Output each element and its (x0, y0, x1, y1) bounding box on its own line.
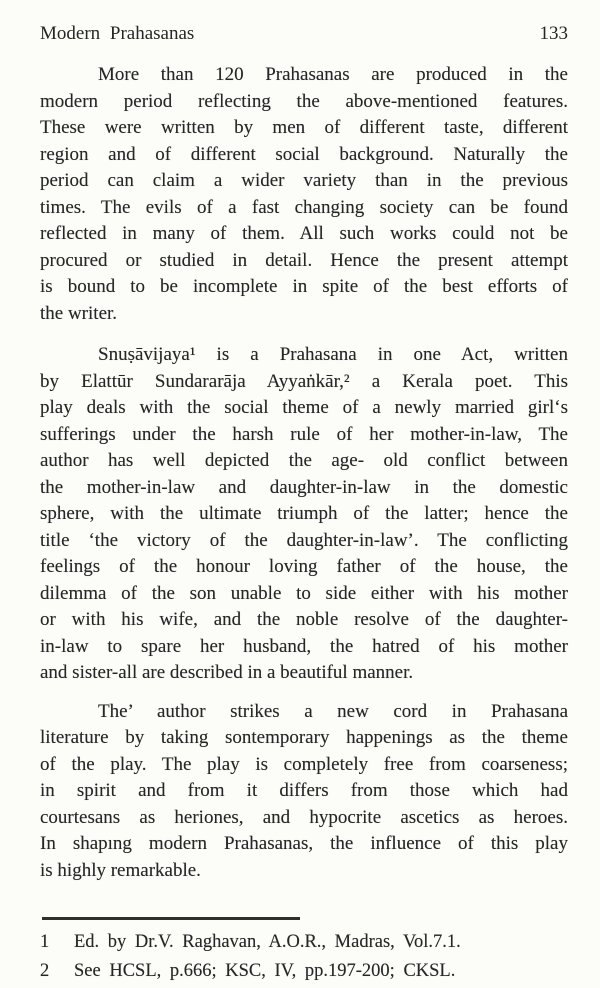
footnote-text: See HCSL, p.666; KSC, IV, pp.197-200; CKSL. (74, 961, 456, 981)
running-title: Modern Prahasanas (40, 23, 195, 44)
paragraph-2 (40, 342, 568, 687)
text-line: The’ author strikes a new cord in Prahasana (98, 700, 568, 722)
text-line: Snuṣāvijaya¹ is a Prahasana in one Act, written (98, 344, 568, 365)
text-line: sphere, with the ultimate triumph of the latter; hence the (40, 503, 568, 524)
text-line: or with his wife, and the noble resolve of the daughter- (40, 609, 568, 630)
text-line: the writer. (40, 302, 118, 324)
text-line: These were written by men of different taste, different (40, 117, 568, 138)
text-line: of the play. The play is completely free from coarseness; (40, 753, 568, 775)
text-line: More than 120 Prahasanas are produced in the (98, 64, 568, 85)
text-line: is bound to be incomplete in spite of the best efforts of (40, 276, 568, 297)
footnote-1 (40, 928, 568, 957)
text-line: procured or studied in detail. Hence the present attempt (40, 249, 568, 271)
footnote-marker: 2 (40, 961, 50, 981)
text-line: in spirit and from it differs from those which had (40, 780, 568, 801)
text-line: literature by taking sontemporary happenings as the theme (40, 727, 568, 748)
text-line: title ‘the victory of the daughter-in-law’. The conflicting (40, 529, 568, 551)
page-number: 133 (539, 23, 568, 44)
paragraph-3 (40, 699, 568, 885)
text-line: author has well depicted the age- old conflict between (40, 450, 568, 471)
text-line: feelings of the honour loving father of the house, the (40, 556, 568, 577)
footnote-marker: 1 (40, 932, 50, 952)
footnote-rule (42, 917, 300, 920)
text-line: courtesans as heriones, and hypocrite ascetics as heroes. (40, 806, 568, 828)
text-line: by Elattūr Sundararāja Ayyaṅkār,² a Kerala poet. This (40, 370, 568, 392)
text-line: sufferings under the harsh rule of her mother-in-law, The (40, 423, 568, 445)
text-line: dilemma of the son unable to side either with his mother (40, 582, 568, 604)
text-line: times. The evils of a fast changing society can be found (40, 196, 568, 218)
text-line: region and of different social background. Naturally the (40, 143, 568, 165)
page-header (40, 20, 568, 47)
text-line: play deals with the social theme of a newly married girl‘s (40, 397, 568, 418)
text-line: In shapıng modern Prahasanas, the influence of this play (40, 833, 568, 854)
text-line: is highly remarkable. (40, 859, 201, 881)
footnote-2 (40, 957, 568, 986)
paragraph-1 (40, 62, 568, 327)
text-line: period can claim a wider variety than in the previous (40, 170, 568, 191)
text-line: the mother-in-law and daughter-in-law in the domestic (40, 476, 568, 498)
text-line: and sister-all are described in a beautiful manner. (40, 662, 414, 683)
text-line: in-law to spare her husband, the hatred of his mother (40, 635, 568, 657)
footnote-text: Ed. by Dr.V. Raghavan, A.O.R., Madras, Vol.7.1. (74, 932, 461, 952)
text-line: reflected in many of them. All such works could not be (40, 223, 568, 244)
text-line: modern period reflecting the above-mentioned features. (40, 90, 568, 112)
body-text (40, 62, 568, 884)
footnote-section (40, 917, 568, 986)
